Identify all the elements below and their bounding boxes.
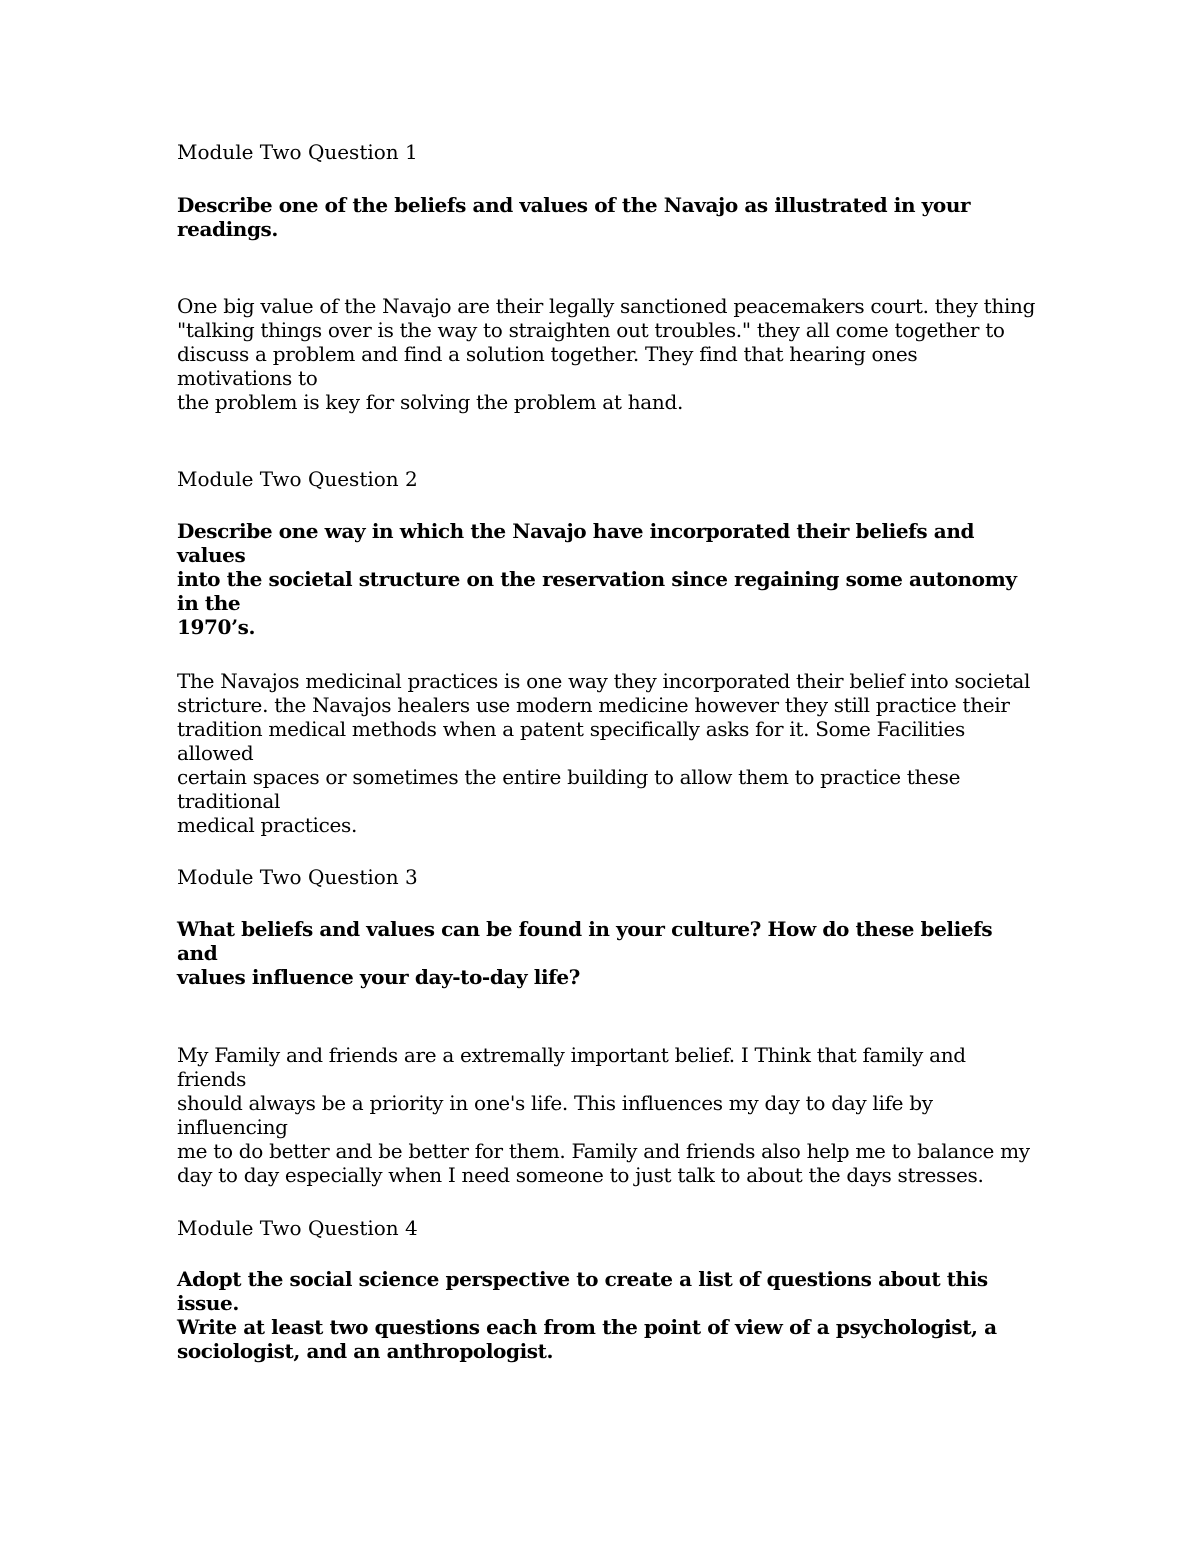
answer-line: "talking things over is the way to straighten out troubles." they all come together to xyxy=(177,318,1005,342)
section-4-heading: Module Two Question 4 xyxy=(177,1216,418,1240)
answer-line: certain spaces or sometimes the entire building to allow them to practice these traditional xyxy=(177,765,961,813)
section-2-question xyxy=(177,519,1037,639)
question-line: into the societal structure on the reservation since regaining some autonomy in the xyxy=(177,567,1017,615)
question-line: 1970’s. xyxy=(177,615,256,639)
section-3-answer xyxy=(177,1043,1037,1187)
answer-line: stricture. the Navajos healers use modern medicine however they still practice their xyxy=(177,693,1010,717)
answer-line: medical practices. xyxy=(177,813,358,837)
section-3-heading: Module Two Question 3 xyxy=(177,865,418,889)
section-1-answer xyxy=(177,294,1037,414)
answer-line: My Family and friends are a extremally important belief. I Think that family and friends xyxy=(177,1043,966,1091)
section-2-heading: Module Two Question 2 xyxy=(177,467,418,491)
answer-line: day to day especially when I need someone to just talk to about the days stresses. xyxy=(177,1163,984,1187)
section-1-question xyxy=(177,193,1037,241)
section-1-heading: Module Two Question 1 xyxy=(177,140,418,164)
section-4-question xyxy=(177,1267,1037,1363)
answer-line: One big value of the Navajo are their legally sanctioned peacemakers court. they thing xyxy=(177,294,1036,318)
question-line: Adopt the social science perspective to create a list of questions about this issue. xyxy=(177,1267,988,1315)
answer-line: The Navajos medicinal practices is one way they incorporated their belief into societal xyxy=(177,669,1031,693)
answer-line: tradition medical methods when a patent specifically asks for it. Some Facilities allowed xyxy=(177,717,966,765)
section-2-answer xyxy=(177,669,1037,837)
answer-line: discuss a problem and find a solution together. They find that hearing ones motivations to xyxy=(177,342,918,390)
question-line: Describe one of the beliefs and values of the Navajo as illustrated in your readings. xyxy=(177,193,971,241)
question-line: Write at least two questions each from the point of view of a psychologist, a xyxy=(177,1315,997,1339)
answer-line: me to do better and be better for them. Family and friends also help me to balance my xyxy=(177,1139,1030,1163)
answer-line: should always be a priority in one's life. This influences my day to day life by influencing xyxy=(177,1091,933,1139)
answer-line: the problem is key for solving the problem at hand. xyxy=(177,390,684,414)
question-line: Describe one way in which the Navajo have incorporated their beliefs and values xyxy=(177,519,975,567)
question-line: sociologist, and an anthropologist. xyxy=(177,1339,554,1363)
question-line: What beliefs and values can be found in your culture? How do these beliefs and xyxy=(177,917,993,965)
section-3-question xyxy=(177,917,1037,989)
question-line: values influence your day-to-day life? xyxy=(177,965,580,989)
